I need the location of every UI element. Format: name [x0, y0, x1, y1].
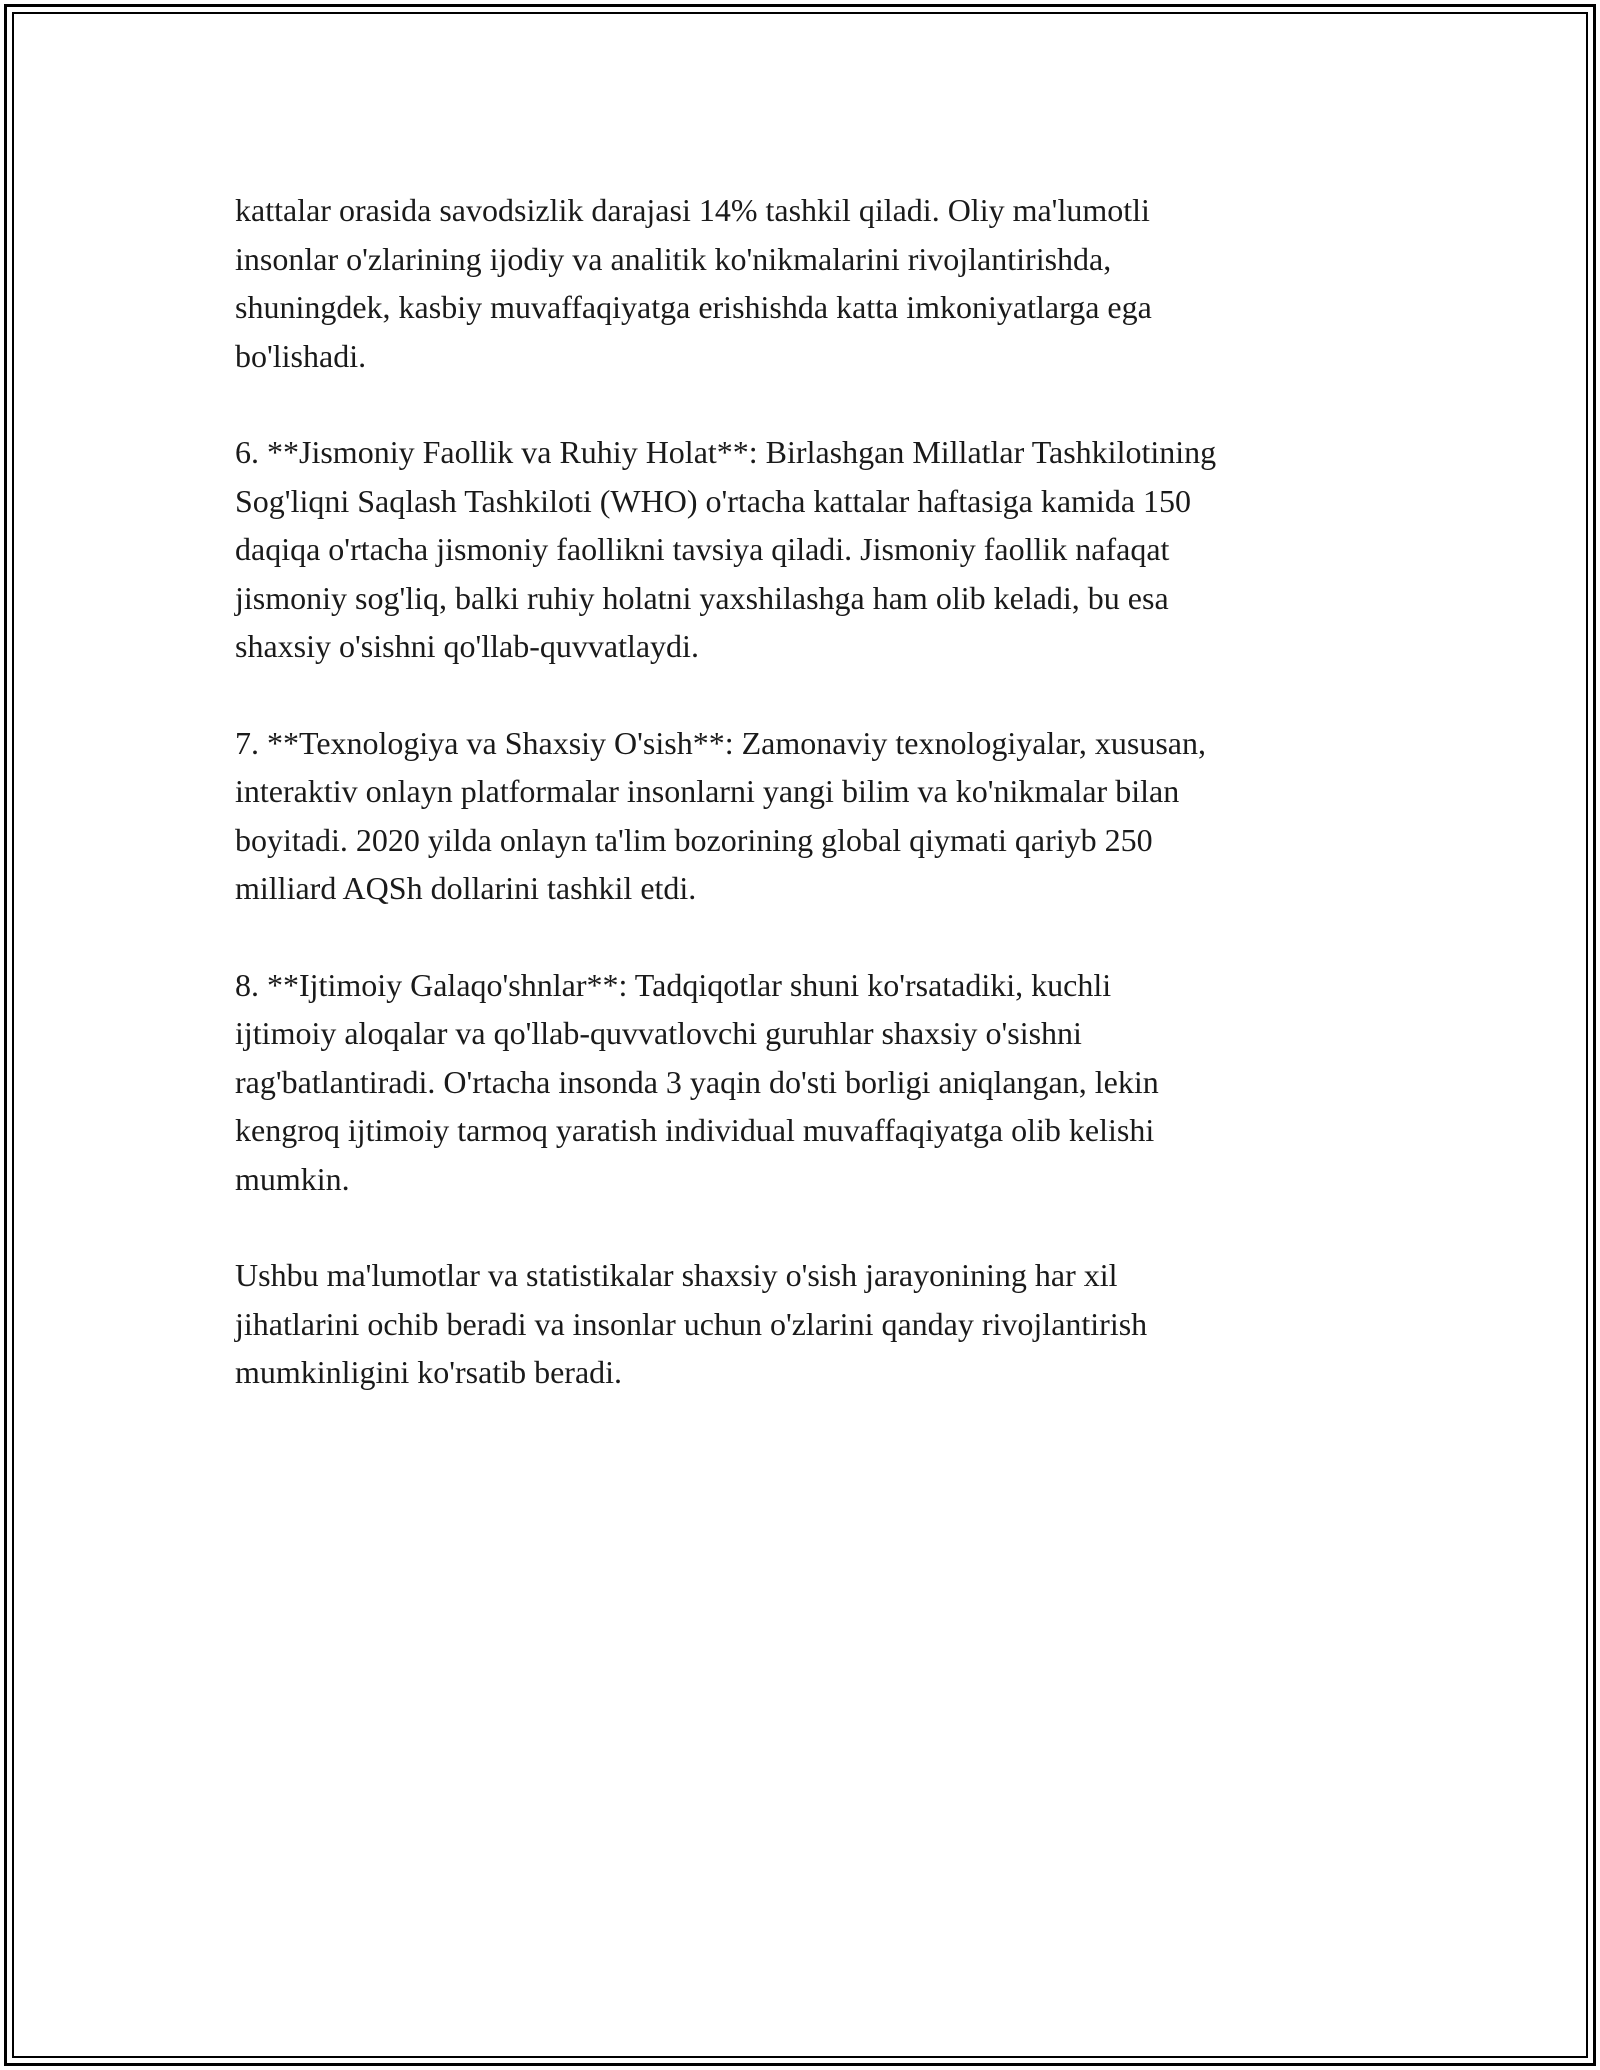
paragraph-social-connections: 8. **Ijtimoiy Galaqo'shnlar**: Tadqiqotlar shuni ko'rsatadiki, kuchli ijtimoiy aloqalar va qo'llab-quvvatlovchi guruhlar shaxsiy o'sishni rag'batlantiradi. O'rtacha insonda 3 yaqin do'sti borligi aniqlangan, lekin kengroq ijtimoiy tarmoq yaratish individual muvaffaqiyatga olib kelishi mumkin.: [235, 966, 1159, 1197]
paragraph-technology: 7. **Texnologiya va Shaxsiy O'sish**: Zamonaviy texnologiyalar, xususan, interaktiv onlayn platformalar insonlarni yangi bilim va ko'nikmalar bilan boyitadi. 2020 yilda onlayn ta'lim bozorining global qiymati qariyb 250 milliard AQSh dollarini tashkil etdi.: [235, 724, 1206, 906]
paragraph-literacy-continued: kattalar orasida savodsizlik darajasi 14% tashkil qiladi. Oliy ma'lumotli insonlar o'zlarining ijodiy va analitik ko'nikmalarini rivojlantirishda, shuningdek, kasbiy muvaffaqiyatga erishishda katta imkoniyatlarga ega bo'lishadi.: [235, 192, 1152, 374]
paragraph-physical-activity: 6. **Jismoniy Faollik va Ruhiy Holat**: Birlashgan Millatlar Tashkilotining Sog'liqni Saqlash Tashkiloti (WHO) o'rtacha kattalar haftasiga kamida 150 daqiqa o'rtacha jismoniy faollikni tavsiya qiladi. Jismoniy faollik nafaqat jismoniy sog'liq, balki ruhiy holatni yaxshilashga ham olib keladi, bu esa shaxsiy o'sishni qo'llab-quvvatlaydi.: [235, 434, 1217, 664]
document-body: [235, 186, 1385, 1397]
paragraph-conclusion: Ushbu ma'lumotlar va statistikalar shaxsiy o'sish jarayonining har xil jihatlarini ochib beradi va insonlar uchun o'zlarini qanday rivojlantirish mumkinligini ko'rsatib beradi.: [235, 1257, 1148, 1390]
